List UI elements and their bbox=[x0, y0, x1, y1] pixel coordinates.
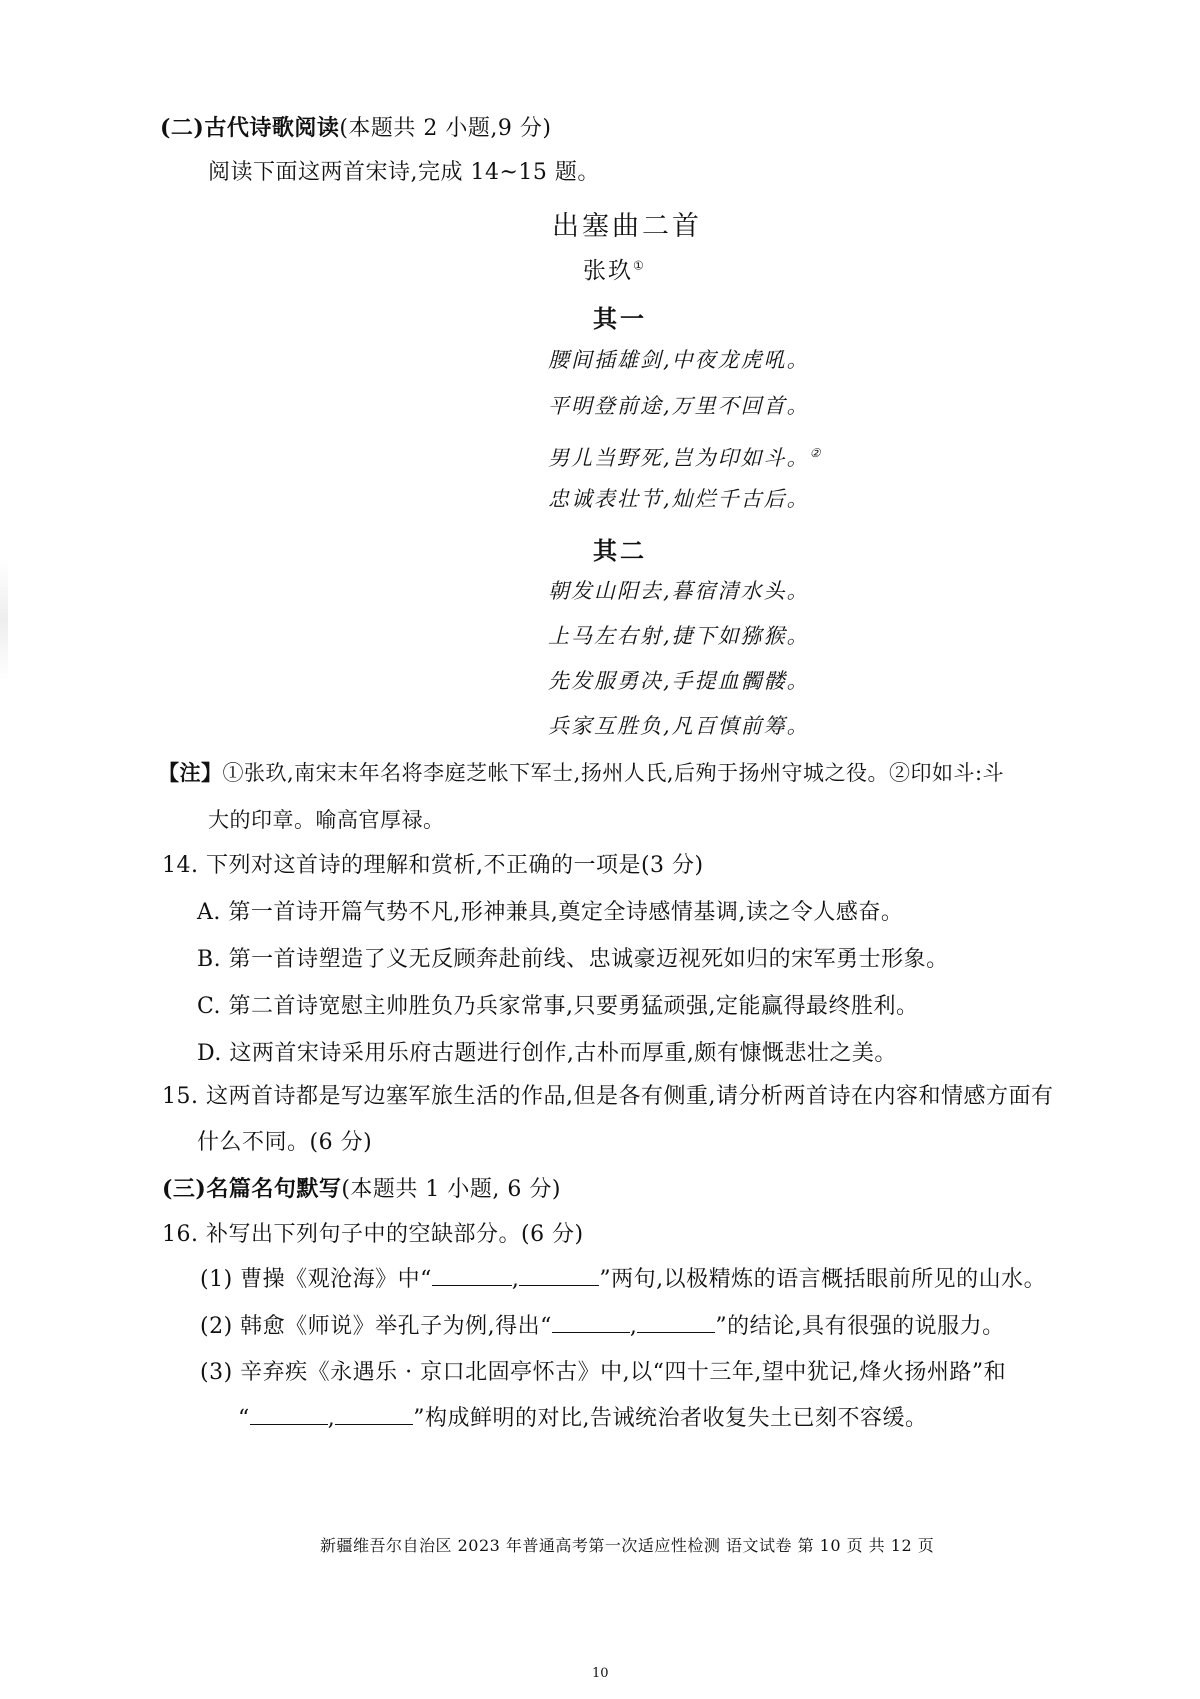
poem-part2-line: 兵家互胜负,凡百慎前筹。 bbox=[548, 714, 810, 738]
item-prefix: (2) 韩愈《师说》举孔子为例,得出“ bbox=[200, 1314, 552, 1339]
question-14-option: B. 第一首诗塑造了义无反顾奔赴前线、忠诚豪迈视死如归的宋军勇士形象。 bbox=[197, 947, 949, 972]
page-footer: 新疆维吾尔自治区 2023 年普通高考第一次适应性检测 语文试卷 第 10 页 共 12 页 bbox=[320, 1536, 935, 1555]
scan-edge-mark bbox=[0, 560, 8, 680]
footnote-line-1 bbox=[158, 758, 1004, 788]
poem-author-name: 张玖 bbox=[583, 258, 633, 284]
item-suffix: ”的结论,具有很强的说服力。 bbox=[715, 1314, 1005, 1339]
poem-part1-line bbox=[548, 438, 822, 473]
answer-blank[interactable] bbox=[335, 1406, 413, 1425]
poem-title: 出塞曲二首 bbox=[552, 211, 702, 242]
section2-score: (本题共 2 小题,9 分) bbox=[339, 116, 552, 141]
question-14-stem: 14. 下列对这首诗的理解和赏析,不正确的一项是(3 分) bbox=[162, 853, 704, 878]
section2-instruction: 阅读下面这两首宋诗,完成 14~15 题。 bbox=[208, 160, 600, 185]
blank-separator: , bbox=[511, 1267, 520, 1292]
question-16-stem: 16. 补写出下列句子中的空缺部分。(6 分) bbox=[162, 1222, 584, 1247]
question-15-line-2: 什么不同。(6 分) bbox=[197, 1130, 373, 1155]
section3-heading bbox=[162, 1174, 561, 1205]
answer-blank[interactable] bbox=[519, 1267, 599, 1286]
question-16-item-1 bbox=[200, 1265, 1046, 1295]
poem-part1-title: 其一 bbox=[593, 304, 647, 333]
poem-part2-line: 朝发山阳去,暮宿清水头。 bbox=[548, 579, 810, 603]
answer-blank[interactable] bbox=[637, 1314, 715, 1333]
item-prefix: (1) 曹操《观沧海》中“ bbox=[200, 1267, 432, 1292]
answer-blank[interactable] bbox=[432, 1267, 512, 1286]
section3-title: (三)名篇名句默写 bbox=[162, 1176, 342, 1202]
line-footnote-mark: ② bbox=[809, 446, 823, 460]
item-prefix: “ bbox=[238, 1406, 250, 1431]
question-16-item-2 bbox=[200, 1312, 1005, 1342]
question-16-item-3-line-2 bbox=[238, 1404, 928, 1434]
section2-heading bbox=[160, 113, 551, 144]
question-14-option: C. 第二首诗宽慰主帅胜负乃兵家常事,只要勇猛顽强,定能赢得最终胜利。 bbox=[197, 994, 919, 1019]
question-16-item-3-line-1: (3) 辛弃疾《永遇乐 · 京口北固亭怀古》中,以“四十三年,望中犹记,烽火扬州路”和 bbox=[200, 1360, 1007, 1385]
section2-title: (二)古代诗歌阅读 bbox=[160, 115, 340, 141]
poem-part2-title: 其二 bbox=[593, 536, 647, 565]
question-14-option: D. 这两首宋诗采用乐府古题进行创作,古朴而厚重,颇有慷慨悲壮之美。 bbox=[197, 1041, 897, 1066]
poem-part1-line: 腰间插雄剑,中夜龙虎吼。 bbox=[548, 348, 810, 372]
item-suffix: ”两句,以极精炼的语言概括眼前所见的山水。 bbox=[599, 1267, 1047, 1292]
page-number: 10 bbox=[592, 1666, 609, 1681]
question-15-line-1: 15. 这两首诗都是写边塞军旅生活的作品,但是各有侧重,请分析两首诗在内容和情感方面有 bbox=[162, 1084, 1054, 1109]
poem-part2-line: 先发服勇决,手提血髑髅。 bbox=[548, 669, 810, 693]
item-suffix: ”构成鲜明的对比,告诫统治者收复失土已刻不容缓。 bbox=[413, 1406, 928, 1431]
blank-separator: , bbox=[327, 1406, 336, 1431]
section3-score: (本题共 1 小题, 6 分) bbox=[341, 1177, 561, 1202]
answer-blank[interactable] bbox=[552, 1314, 630, 1333]
poem-line-text: 男儿当野死,岂为印如斗。 bbox=[548, 446, 810, 470]
footnote-text: ①张玖,南宋末年名将李庭芝帐下军士,扬州人氏,后殉于扬州守城之役。②印如斗:斗 bbox=[222, 761, 1005, 785]
footnote-label: 【注】 bbox=[158, 760, 223, 785]
poem-part1-line: 忠诚表壮节,灿烂千古后。 bbox=[548, 487, 810, 511]
poem-part2-line: 上马左右射,捷下如猕猴。 bbox=[548, 624, 810, 648]
answer-blank[interactable] bbox=[250, 1406, 328, 1425]
blank-separator: , bbox=[629, 1314, 638, 1339]
poem-author bbox=[583, 252, 646, 285]
question-14-option: A. 第一首诗开篇气势不凡,形神兼具,奠定全诗感情基调,读之令人感奋。 bbox=[197, 900, 904, 925]
poem-part1-line: 平明登前途,万里不回首。 bbox=[548, 394, 810, 418]
author-footnote-mark: ① bbox=[633, 258, 646, 273]
footnote-line-2: 大的印章。喻高官厚禄。 bbox=[208, 808, 445, 832]
